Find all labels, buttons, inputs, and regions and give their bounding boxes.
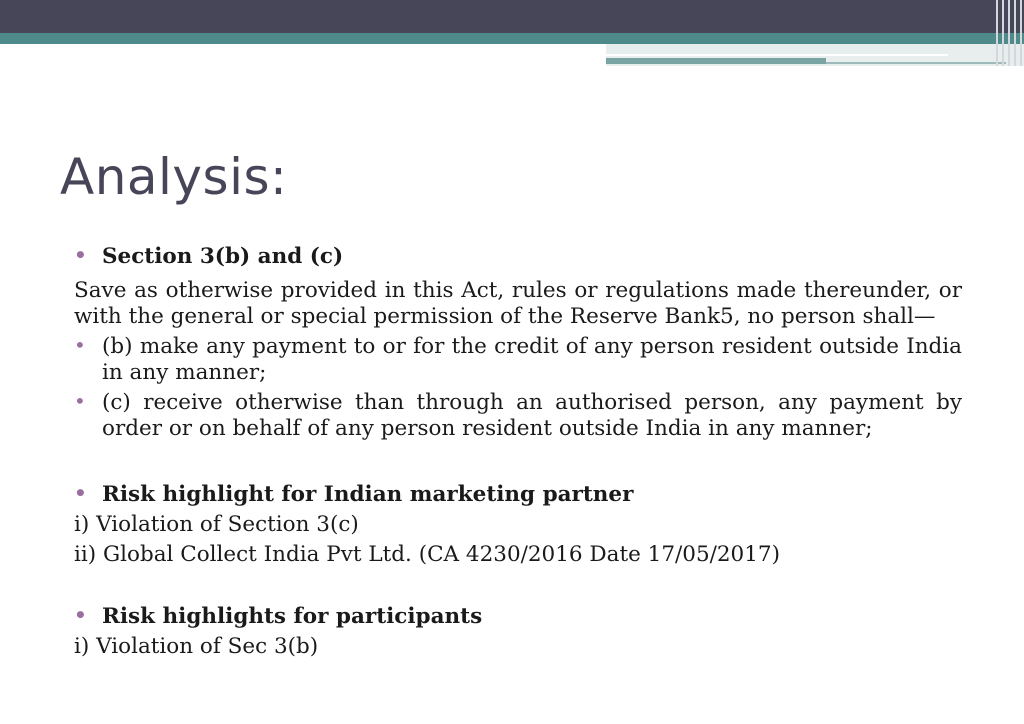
risk-heading-partner: • Risk highlight for Indian marketing partner: [74, 482, 962, 508]
risk-heading-participants: • Risk highlights for participants: [74, 604, 962, 630]
header-band-teal: [0, 33, 1024, 44]
section-paragraph: Save as otherwise provided in this Act, rules or regulations made thereunder, or with the general or special permission of the Reserve Bank5, no person shall—: [74, 278, 962, 329]
slide-content: [74, 244, 962, 660]
section-heading-3bc: • Section 3(b) and (c): [74, 244, 962, 270]
header-band-dark: [0, 0, 1024, 33]
header-stripes: [992, 0, 1024, 66]
header-accent-lines: [606, 44, 1024, 66]
clause-b: • (b) make any payment to or for the credit of any person resident outside India in any manner;: [74, 334, 962, 386]
risk-line-1: i) Violation of Section 3(c): [74, 512, 359, 537]
clause-c: • (c) receive otherwise than through an authorised person, any payment by order or on behalf of any person resident outside India in any manner;: [74, 390, 962, 442]
risk-line-3: i) Violation of Sec 3(b): [74, 634, 319, 659]
slide-title: Analysis:: [60, 148, 288, 206]
risk-line-2: ii) Global Collect India Pvt Ltd. (CA 4230/2016 Date 17/05/2017): [74, 542, 780, 567]
